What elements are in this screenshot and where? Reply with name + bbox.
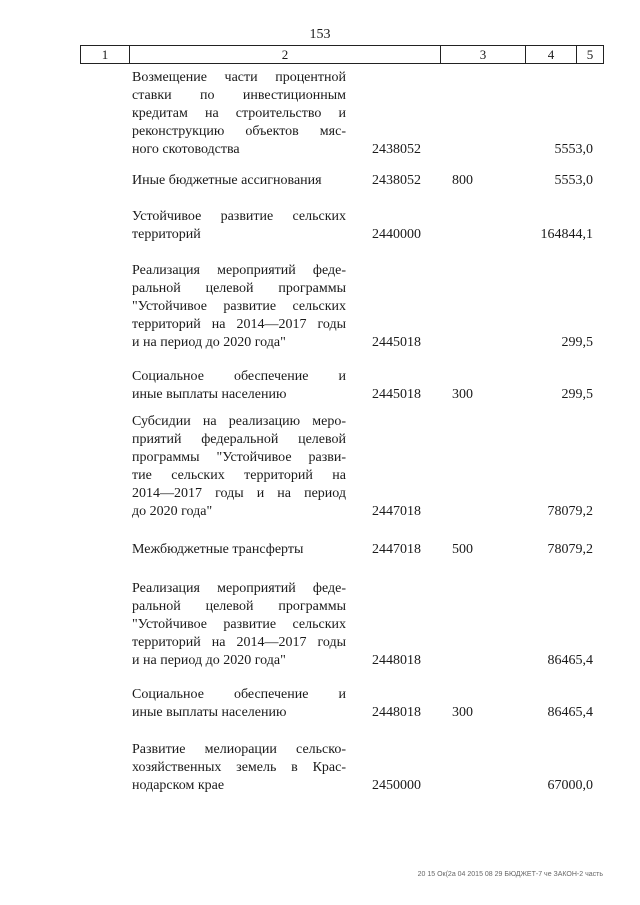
row-kind: 500	[452, 542, 473, 557]
row-name-line: Социальное обеспечение и	[132, 369, 346, 384]
row-name	[132, 741, 346, 795]
row-kind: 300	[452, 705, 473, 720]
row-name-line: ного скотоводства	[132, 142, 240, 157]
row-name-line: нодарском крае	[132, 778, 225, 793]
row-amount: 5553,0	[554, 173, 593, 188]
row-amount: 86465,4	[547, 653, 593, 668]
row-amount: 5553,0	[554, 142, 593, 157]
row-name-line: Субсидии на реализацию меро-	[132, 414, 346, 429]
row-name-line: Развитие мелиорации сельско-	[132, 742, 346, 757]
row-name	[132, 262, 346, 352]
row-name	[132, 69, 346, 159]
row-amount: 78079,2	[547, 542, 593, 557]
row-name	[132, 686, 346, 722]
row-name-line: хозяйственных земель в Крас-	[132, 760, 346, 775]
row-code: 2445018	[372, 387, 421, 402]
row-kind: 300	[452, 387, 473, 402]
row-name-line: территорий	[132, 227, 201, 242]
header-col-3: 3	[441, 46, 526, 63]
row-name-line: "Устойчивое развитие сельских	[132, 299, 346, 314]
row-name-line: кредитам на строительство и	[132, 106, 346, 121]
row-kind: 800	[452, 173, 473, 188]
row-name-line: приятий федеральной целевой	[132, 432, 346, 447]
row-name	[132, 541, 346, 559]
row-name-line: и на период до 2020 года"	[132, 335, 286, 350]
row-name-line: Иные бюджетные ассигнования	[132, 173, 322, 188]
row-name-line: Устойчивое развитие сельских	[132, 209, 346, 224]
row-name-line: и на период до 2020 года"	[132, 653, 286, 668]
row-name-line: ральной целевой программы	[132, 281, 346, 296]
row-amount: 299,5	[561, 387, 593, 402]
header-col-4: 4	[526, 46, 577, 63]
row-name-line: до 2020 года"	[132, 504, 213, 519]
row-code: 2447018	[372, 542, 421, 557]
header-col-5: 5	[586, 47, 594, 62]
row-name-line: ставки по инвестиционным	[132, 88, 346, 103]
row-name-line: тие сельских территорий на	[132, 468, 346, 483]
row-name-line: реконструкцию объектов мяс-	[132, 124, 346, 139]
header-col-2: 2	[130, 46, 441, 63]
footer-stamp: 20 15 Ок(2а 04 2015 08 29 БЮДЖЕТ-7 че ЗАКОН-2 часть	[417, 871, 603, 878]
row-name	[132, 208, 346, 244]
row-name	[132, 368, 346, 404]
row-name-line: иные выплаты населению	[132, 705, 287, 720]
row-amount: 86465,4	[547, 705, 593, 720]
row-code: 2448018	[372, 653, 421, 668]
header-col-1: 1	[81, 46, 130, 63]
row-name	[132, 172, 346, 190]
row-code: 2447018	[372, 504, 421, 519]
row-name-line: Реализация мероприятий феде-	[132, 263, 346, 278]
row-name	[132, 413, 346, 521]
row-name-line: Возмещение части процентной	[132, 70, 346, 85]
row-code: 2438052	[372, 142, 421, 157]
row-name-line: территорий на 2014—2017 годы	[132, 317, 346, 332]
row-name-line: Межбюджетные трансферты	[132, 542, 304, 557]
row-amount: 299,5	[561, 335, 593, 350]
row-name-line: программы "Устойчивое разви-	[132, 450, 346, 465]
row-code: 2438052	[372, 173, 421, 188]
row-name-line: Реализация мероприятий феде-	[132, 581, 346, 596]
row-code: 2448018	[372, 705, 421, 720]
page-number: 153	[309, 27, 331, 42]
row-name	[132, 580, 346, 670]
row-code: 2450000	[372, 778, 421, 793]
row-name-line: иные выплаты населению	[132, 387, 287, 402]
row-name-line: "Устойчивое развитие сельских	[132, 617, 346, 632]
row-name-line: 2014—2017 годы и на период	[132, 486, 346, 501]
row-amount: 67000,0	[547, 778, 593, 793]
row-amount: 78079,2	[547, 504, 593, 519]
table-header	[80, 45, 604, 64]
row-code: 2440000	[372, 227, 421, 242]
row-name-line: Социальное обеспечение и	[132, 687, 346, 702]
row-code: 2445018	[372, 335, 421, 350]
row-name-line: ральной целевой программы	[132, 599, 346, 614]
row-amount: 164844,1	[540, 227, 593, 242]
row-name-line: территорий на 2014—2017 годы	[132, 635, 346, 650]
